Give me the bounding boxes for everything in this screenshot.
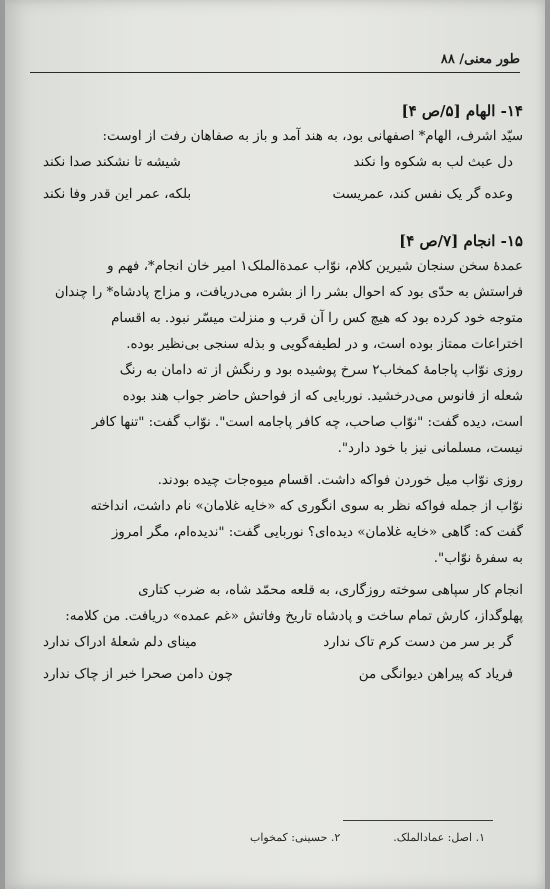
verse-hemistich: بلکه، عمر این قدر وفا نکند	[43, 187, 192, 202]
footnote-row	[35, 831, 493, 844]
verse-couplet	[35, 662, 523, 694]
entry-14	[35, 98, 523, 214]
entry-heading: ۱۵- انجام [۷/ص ۴]	[399, 232, 523, 250]
verse-hemistich: مینای دلم شعلهٔ ادراک ندارد	[43, 635, 197, 650]
verse-hemistich: دل عبث لب به شکوه وا نکند	[353, 155, 513, 170]
verse-hemistich: فریاد که پیراهن دیوانگی من	[358, 667, 513, 682]
page-body	[35, 98, 523, 694]
paragraph-line: گفت که: گاهی «خایه غلامان» دیده‌ای؟ نوربایی گفت: "ندیده‌ام، مگر امروز	[111, 525, 523, 540]
page-header	[30, 50, 520, 73]
footnote-2: ۲. حسینی: کمخواب	[250, 831, 341, 844]
footnotes	[35, 820, 493, 844]
paragraph-line: انجام کار سپاهی سوخته روزگاری، به قلعه محمّد شاه، به ضرب کتاری	[138, 583, 523, 598]
verse-hemistich: وعده گر یک نفس کند، عمریست	[332, 187, 513, 202]
paragraph-line: نیست، مسلمانی نیز با خود دارد".	[337, 441, 523, 456]
paragraph-line: متوجه خود کرده بود که هیچ کس را آن قرب و منزلت میسّر نبود. به اقسام	[111, 311, 523, 326]
paragraph-line: فراستش به حدّی بود که احوال بشر را از بشره می‌دریافت، و مزاج پادشاه* را چندان	[54, 285, 523, 300]
paragraph-line: عمدهٔ سخن سنجان شیرین کلام، نوّاب عمدة‌الملک۱ امیر خان انجام*، فهم و	[107, 259, 523, 274]
paragraph-line: است، دیده گفت: "نوّاب صاحب، چه کافر پاجامه است". نوّاب گفت: "تنها کافر	[91, 415, 523, 430]
spacer	[35, 214, 523, 228]
paragraph-line: به سفرهٔ نوّاب".	[433, 551, 523, 566]
paragraph-line: روزی نوّاب پاجامهٔ کمخاب۲ سرخ پوشیده بود و رنگش از ته دامان به رنگ	[119, 363, 523, 378]
verse-hemistich: گر بر سر من دست کرم تاک ندارد	[323, 635, 513, 650]
verse-hemistich: چون دامن صحرا خبر از چاک ندارد	[43, 667, 233, 682]
running-title: طور معنی/ ۸۸	[440, 52, 520, 67]
footnote-1: ۱. اصل: عماد‌الملک.	[393, 831, 485, 844]
paragraph-line: نوّاب از جمله فواکه نظر به سوی انگوری که «خایه غلامان» نام داشت، انداخته	[90, 499, 523, 514]
paragraph-line: سیّد اشرف، الهام* اصفهانی بود، به هند آمد و باز به صفاهان رفت از اوست:	[102, 129, 523, 144]
paragraph-line: روزی نوّاب میل خوردن فواکه داشت. اقسام میوه‌جات چیده بودند.	[157, 473, 523, 488]
entry-heading: ۱۴- الهام [۵/ص ۴]	[401, 102, 523, 120]
paragraph-line: اختراعات ممتاز بوده است، و در لطیفه‌گویی و بذله سنجی بی‌نظیر بوده.	[126, 337, 523, 352]
paragraph-line: پهلوگداز، کارش تمام ساخت و پادشاه تاریخ وفاتش «غم عمده» دریافت. من کلامه:	[65, 609, 523, 624]
verse-couplet	[35, 182, 523, 214]
footnote-rule	[343, 820, 493, 821]
entry-15	[35, 228, 523, 694]
verse-couplet	[35, 150, 523, 182]
verse-hemistich: شیشه تا نشکند صدا نکند	[43, 155, 181, 170]
verse-couplet	[35, 630, 523, 662]
paragraph-line: شعله از فانوس می‌درخشید. نوربایی که از فواحش حاضر جواب هند بوده	[122, 389, 523, 404]
book-page	[5, 0, 545, 889]
